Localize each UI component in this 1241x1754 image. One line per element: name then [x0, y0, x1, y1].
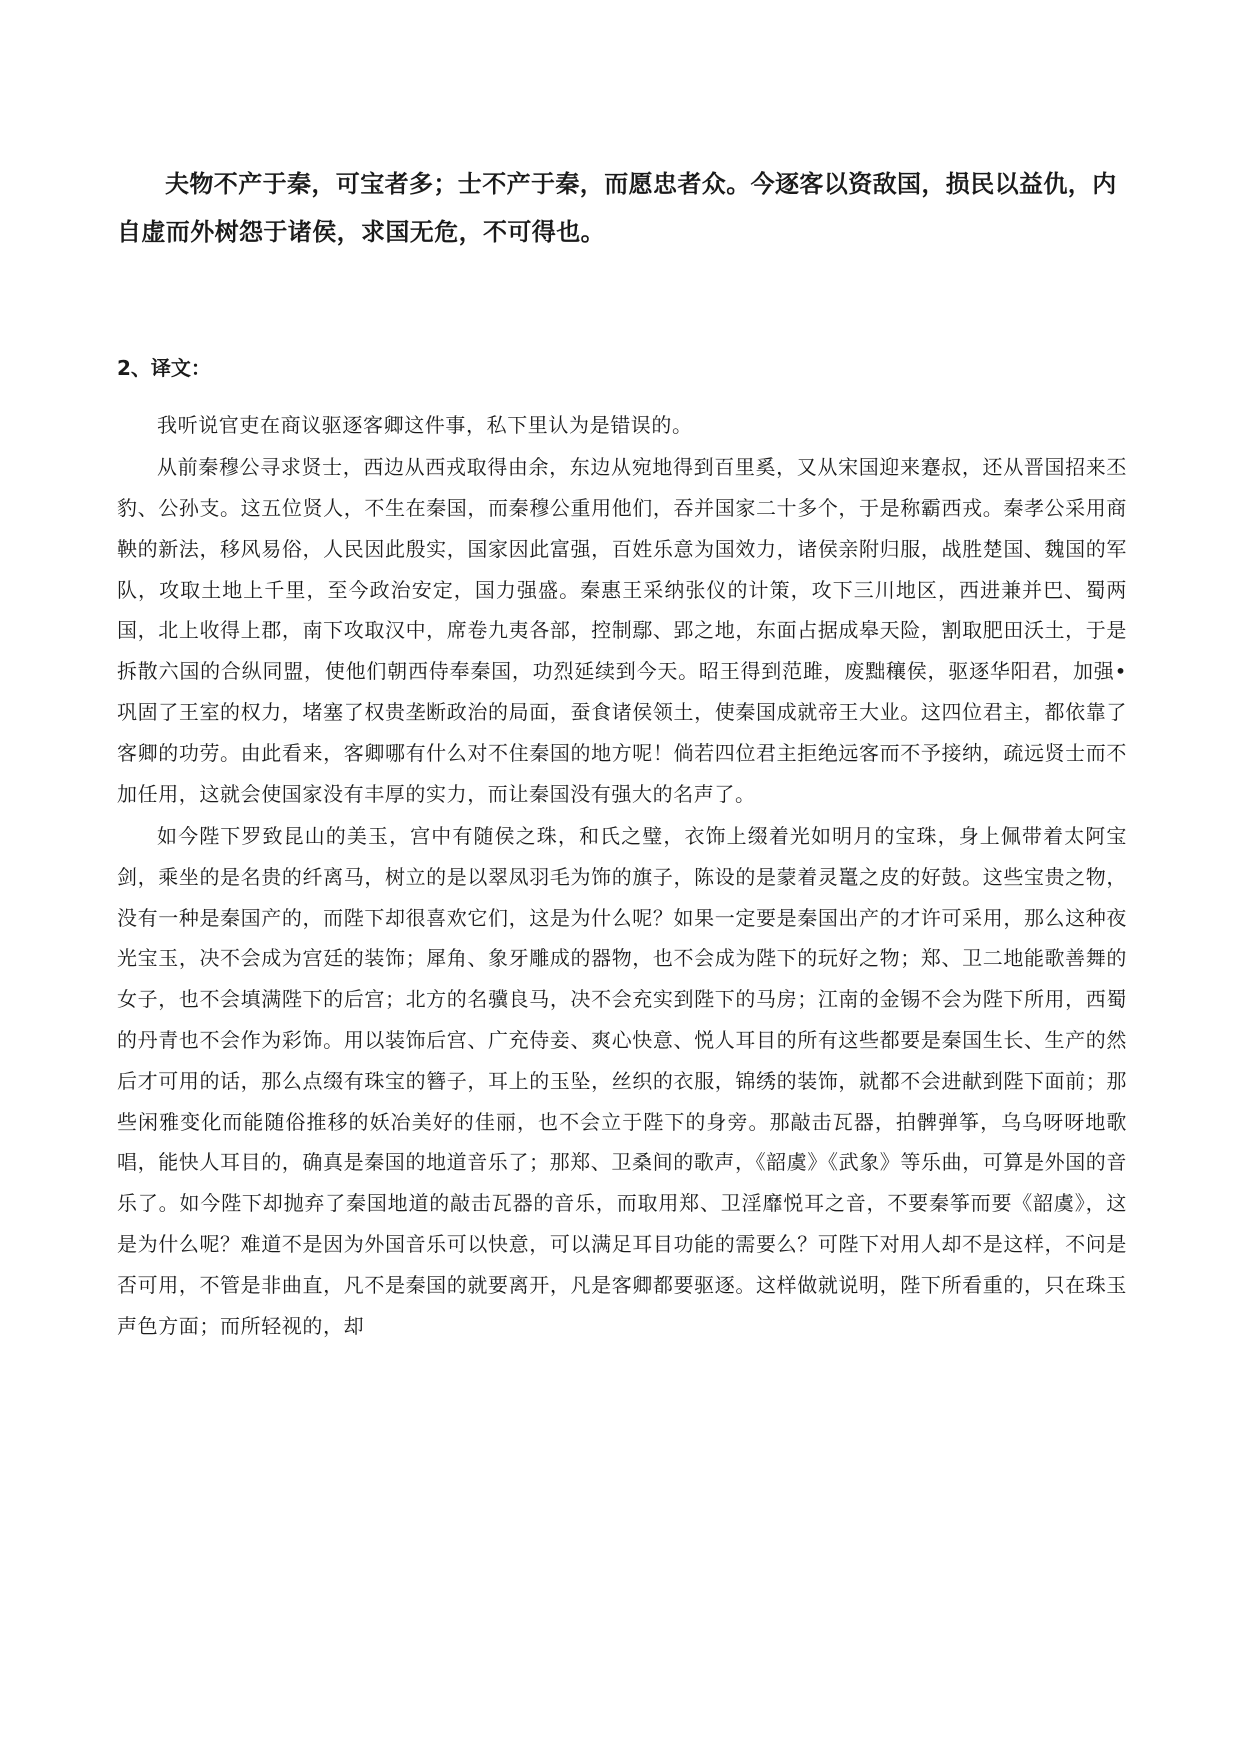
translation-paragraph-1: 我听说官吏在商议驱逐客卿这件事，私下里认为是错误的。 [157, 413, 693, 437]
translation-body [117, 405, 1127, 1348]
original-text-paragraph: 夫物不产于秦，可宝者多；士不产于秦，而愿忠者众。今逐客以资敌国，损民以益仇，内自虚而外树怨于诸侯，求国无危，不可得也。 [117, 170, 1117, 246]
section-heading-translation: 2、译文： [117, 356, 211, 380]
translation-paragraph-3: 如今陛下罗致昆山的美玉，宫中有随侯之珠，和氏之璧，衣饰上缀着光如明月的宝珠，身上佩带着太阿宝剑，乘坐的是名贵的纤离马，树立的是以翠凤羽毛为饰的旗子，陈设的是蒙着灵鼍之皮的好鼓。这些宝贵之物，没有一种是秦国产的，而陛下却很喜欢它们，这是为什么呢？如果一定要是秦国出产的才许可采用，那么这种夜光宝玉，决不会成为宫廷的装饰；犀角、象牙雕成的器物，也不会成为陛下的玩好之物；郑、卫二地能歌善舞的女子，也不会填满陛下的后宫；北方的名骥良马，决不会充实到陛下的马房；江南的金锡不会为陛下所用，西蜀的丹青也不会作为彩饰。用以装饰后宫、广充侍妾、爽心快意、悦人耳目的所有这些都要是秦国生长、生产的然后才可用的话，那么点缀有珠宝的簪子，耳上的玉坠，丝织的衣服，锦绣的装饰，就都不会进献到陛下面前；那些闲雅变化而能随俗推移的妖冶美好的佳丽，也不会立于陛下的身旁。那敲击瓦器，拍髀弹筝，乌乌呀呀地歌唱，能快人耳目的，确真是秦国的地道音乐了；那郑、卫桑间的歌声，《韶虞》《武象》等乐曲，可算是外国的音乐了。如今陛下却抛弃了秦国地道的敲击瓦器的音乐，而取用郑、卫淫靡悦耳之音，不要秦筝而要《韶虞》，这是为什么呢？难道不是因为外国音乐可以快意，可以满足耳目功能的需要么？可陛下对用人却不是这样，不问是否可用，不管是非曲直，凡不是秦国的就要离开，凡是客卿都要驱逐。这样做就说明，陛下所看重的，只在珠玉声色方面；而所轻视的，却 [117, 823, 1127, 1338]
translation-paragraph-2: 从前秦穆公寻求贤士，西边从西戎取得由余，东边从宛地得到百里奚，又从宋国迎来蹇叔，还从晋国招来丕豹、公孙支。这五位贤人，不生在秦国，而秦穆公重用他们，吞并国家二十多个，于是称霸西戎。秦孝公采用商鞅的新法，移风易俗，人民因此殷实，国家因此富强，百姓乐意为国效力，诸侯亲附归服，战胜楚国、魏国的军队，攻取土地上千里，至今政治安定，国力强盛。秦惠王采纳张仪的计策，攻下三川地区，西进兼并巴、蜀两国，北上收得上郡，南下攻取汉中，席卷九夷各部，控制鄢、郢之地，东面占据成皋天险，割取肥田沃土，于是拆散六国的合纵同盟，使他们朝西侍奉秦国，功烈延续到今天。昭王得到范雎，废黜穰侯，驱逐华阳君，加强•巩固了王室的权力，堵塞了权贵垄断政治的局面，蚕食诸侯领土，使秦国成就帝王大业。这四位君主，都依靠了客卿的功劳。由此看来，客卿哪有什么对不住秦国的地方呢！倘若四位君主拒绝远客而不予接纳，疏远贤士而不加任用，这就会使国家没有丰厚的实力，而让秦国没有强大的名声了。 [117, 455, 1127, 806]
